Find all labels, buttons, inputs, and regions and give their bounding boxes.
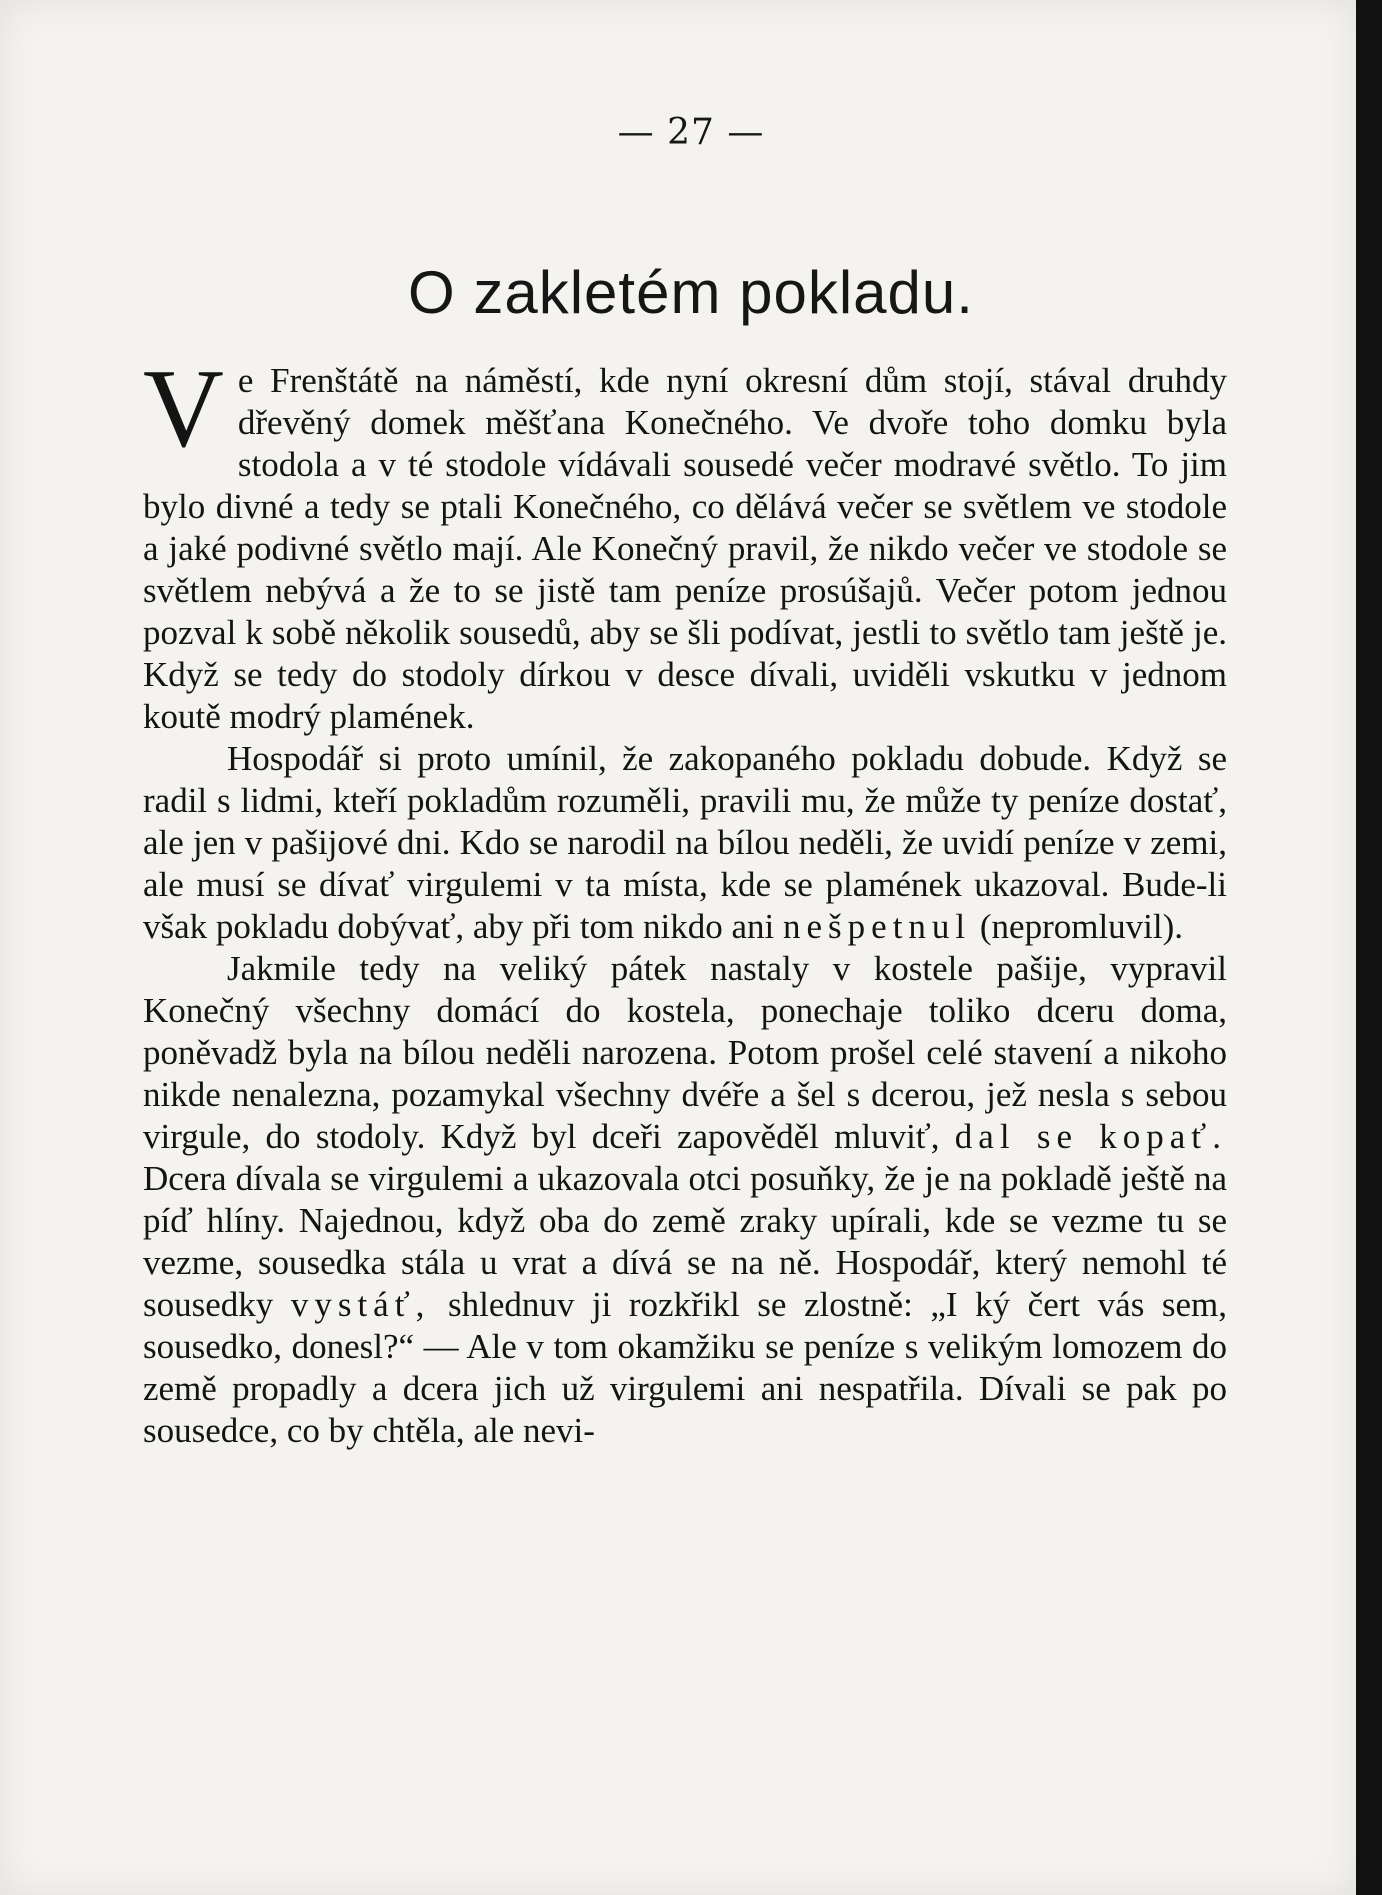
paragraph-3-spaced-1: dal se kopať.: [954, 1117, 1227, 1156]
paragraph-3-text-a: Jakmile tedy na veliký pátek nastaly v kostele pašije, vypravil Konečný všechny domácí do kostela, ponechaje toliko dceru doma, poněvadž byla na bílou neděli narozena. Potom prošel celé stavení a nikoho nikde nenalezna, pozamykal všechny dvéře a šel s dcerou, jež nesla s sebou virgule, do stodoly. Když byl dceři zapověděl mluviť,: [143, 949, 1227, 1156]
paragraph-2-text-a: Hospodář si proto umínil, že zakopaného pokladu dobude. Když se radil s lidmi, kteří pokladům rozuměli, pravili mu, že může ty peníze dostať, ale jen v pašijové dni. Kdo se narodil na bílou neděli, že uvidí peníze v zemi, ale musí se dívať virgulemi v ta místa, kde se plamének ukazoval. Bude-li však pokladu dobývať, aby při tom nikdo ani: [143, 739, 1227, 946]
paragraph-2-text-b: (nepromluvil).: [971, 907, 1184, 946]
paragraph-3-text-b: Dcera dívala se virgulemi a ukazovala otci posuňky, že je na pokladě ještě na píď hlíny. Najednou, když oba do země zraky upírali, kde se vezme tu se vezme, sousedka stála u vrat a dívá se na ně. Hospodář, který nemohl té sousedky: [143, 1159, 1227, 1324]
paragraph-2: [143, 738, 1227, 948]
paragraph-3-text-c: shlednuv ji rozkřikl se zlostně: „I ký čert vás sem, sousedko, donesl?“ — Ale v tom okamžiku se peníze s velikým lomozem do země propadly a dcera jich už virgulemi ani nespatřila. Dívali se pak po sousedce, co by chtěla, ale nevi-: [143, 1285, 1227, 1450]
body-text: [143, 347, 1227, 1452]
drop-cap: V: [143, 347, 224, 471]
page-number: — 27 —: [617, 112, 765, 153]
paragraph-1: [143, 347, 1227, 738]
chapter-title: O zakletém pokladu.: [408, 259, 974, 326]
paragraph-3-spaced-2: vystáť,: [290, 1285, 431, 1324]
paragraph-3: [143, 948, 1227, 1452]
paragraph-1-text: e Frenštátě na náměstí, kde nyní okresní dům stojí, stával druhdy dřevěný domek měšťana Konečného. Ve dvoře toho domku byla stodola a v té stodole vídávali sousedé večer modravé světlo. To jim bylo divné a tedy se ptali Konečného, co dělává večer se světlem ve stodole a jaké podivné světlo mají. Ale Konečný pravil, že nikdo večer ve stodole se světlem nebývá a že to se jistě tam peníze prosúšajů. Večer potom jednou pozval k sobě několik sousedů, aby se šli podívat, jestli to světlo tam ještě je. Když se tedy do stodoly dírkou v desce dívali, uviděli vskutku v jednom koutě modrý plamének.: [143, 361, 1227, 736]
paragraph-2-spaced: nešpetnul: [783, 907, 972, 946]
